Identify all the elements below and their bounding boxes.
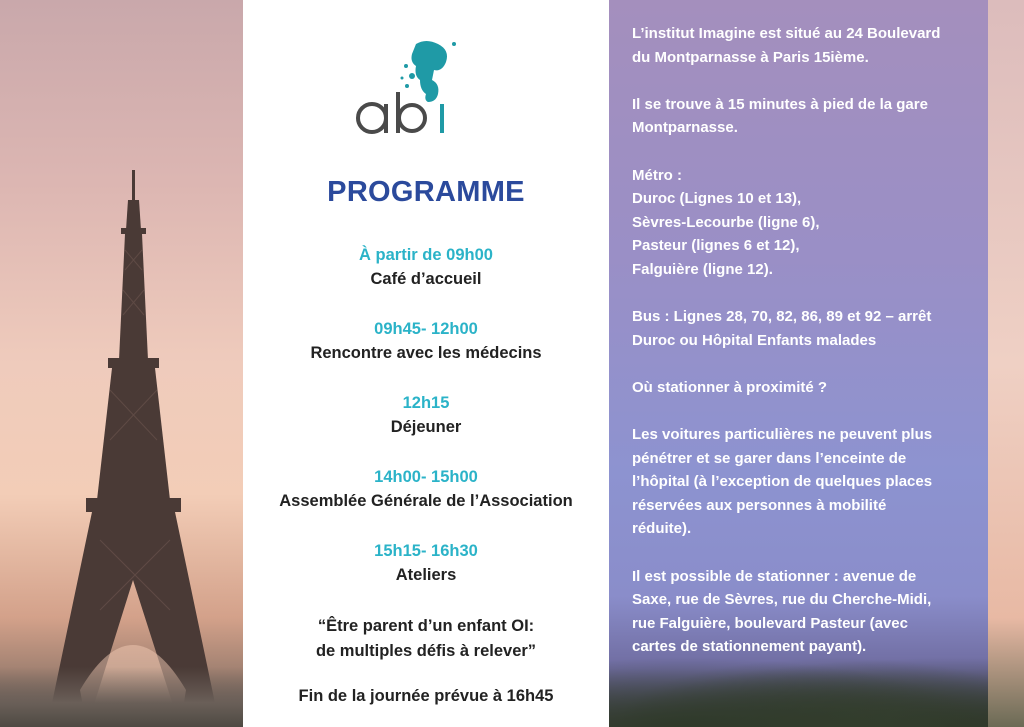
slot-time: À partir de 09h00 (359, 246, 493, 264)
info-line: réduite). (632, 520, 692, 538)
slot-label: Café d’accueil (370, 270, 482, 288)
program-title: PROGRAMME (327, 176, 525, 208)
info-line: Falguière (ligne 12). (632, 260, 773, 278)
quote-line: “Être parent d’un enfant OI: (317, 617, 535, 635)
info-line: pénétrer et se garer dans l’enceinte de (632, 449, 907, 467)
slot-time: 09h45- 12h00 (374, 320, 478, 338)
metro-paragraph (632, 164, 984, 282)
schedule-slot (243, 465, 609, 513)
slot-label: Assemblée Générale de l’Association (279, 492, 573, 510)
info-line: Pasteur (lignes 6 et 12), (632, 237, 800, 255)
info-line: du Montparnasse à Paris 15ième. (632, 48, 869, 66)
info-line: Bus : Lignes 28, 70, 82, 86, 89 et 92 – arrêt (632, 308, 932, 326)
info-line: Les voitures particulières ne peuvent plus (632, 426, 933, 444)
schedule-slot (243, 539, 609, 587)
address-paragraph (632, 22, 984, 69)
cars-paragraph (632, 423, 984, 541)
slot-time: 14h00- 15h00 (374, 468, 478, 486)
info-line: Duroc ou Hôpital Enfants malades (632, 331, 877, 349)
quote-line: de multiples défis à relever” (315, 642, 537, 660)
slot-time: 15h15- 16h30 (374, 542, 478, 560)
station-paragraph (632, 93, 984, 140)
slot-time: 12h15 (402, 394, 450, 412)
end-time-note: Fin de la journée prévue à 16h45 (298, 687, 554, 705)
info-line: Duroc (Lignes 10 et 13), (632, 190, 802, 208)
workshop-quote (243, 614, 609, 664)
slot-label: Rencontre avec les médecins (310, 344, 542, 362)
eiffel-tower-image (20, 170, 230, 727)
slot-label: Ateliers (395, 566, 457, 584)
info-line: L’institut Imagine est situé au 24 Boulevard (632, 25, 941, 42)
info-line: Il est possible de stationner : avenue de (632, 567, 917, 585)
slot-label: Déjeuner (390, 418, 462, 436)
info-line: Métro : (632, 166, 682, 184)
schedule-slot (243, 391, 609, 439)
practical-info (632, 22, 984, 683)
schedule-slot (243, 317, 609, 365)
info-line: Il se trouve à 15 minutes à pied de la gare (632, 95, 928, 113)
schedule-slot (243, 243, 609, 291)
info-line: Sèvres-Lecourbe (ligne 6), (632, 213, 820, 231)
city-skyline (0, 667, 243, 727)
info-line: Où stationner à proximité ? (632, 378, 828, 396)
info-line: Montparnasse. (632, 119, 738, 137)
abi-logo (354, 36, 466, 138)
info-line: rue Falguière, boulevard Pasteur (avec (632, 614, 908, 632)
info-line: Saxe, rue de Sèvres, rue du Cherche-Midi, (632, 591, 932, 609)
bus-paragraph (632, 305, 984, 352)
info-line: cartes de stationnement payant). (632, 638, 867, 656)
parking-question (632, 376, 984, 400)
parking-paragraph (632, 565, 984, 659)
sunset-background-right (988, 0, 1024, 727)
info-line: réservées aux personnes à mobilité (632, 496, 887, 514)
info-line: l’hôpital (à l’exception de quelques places (632, 473, 933, 491)
